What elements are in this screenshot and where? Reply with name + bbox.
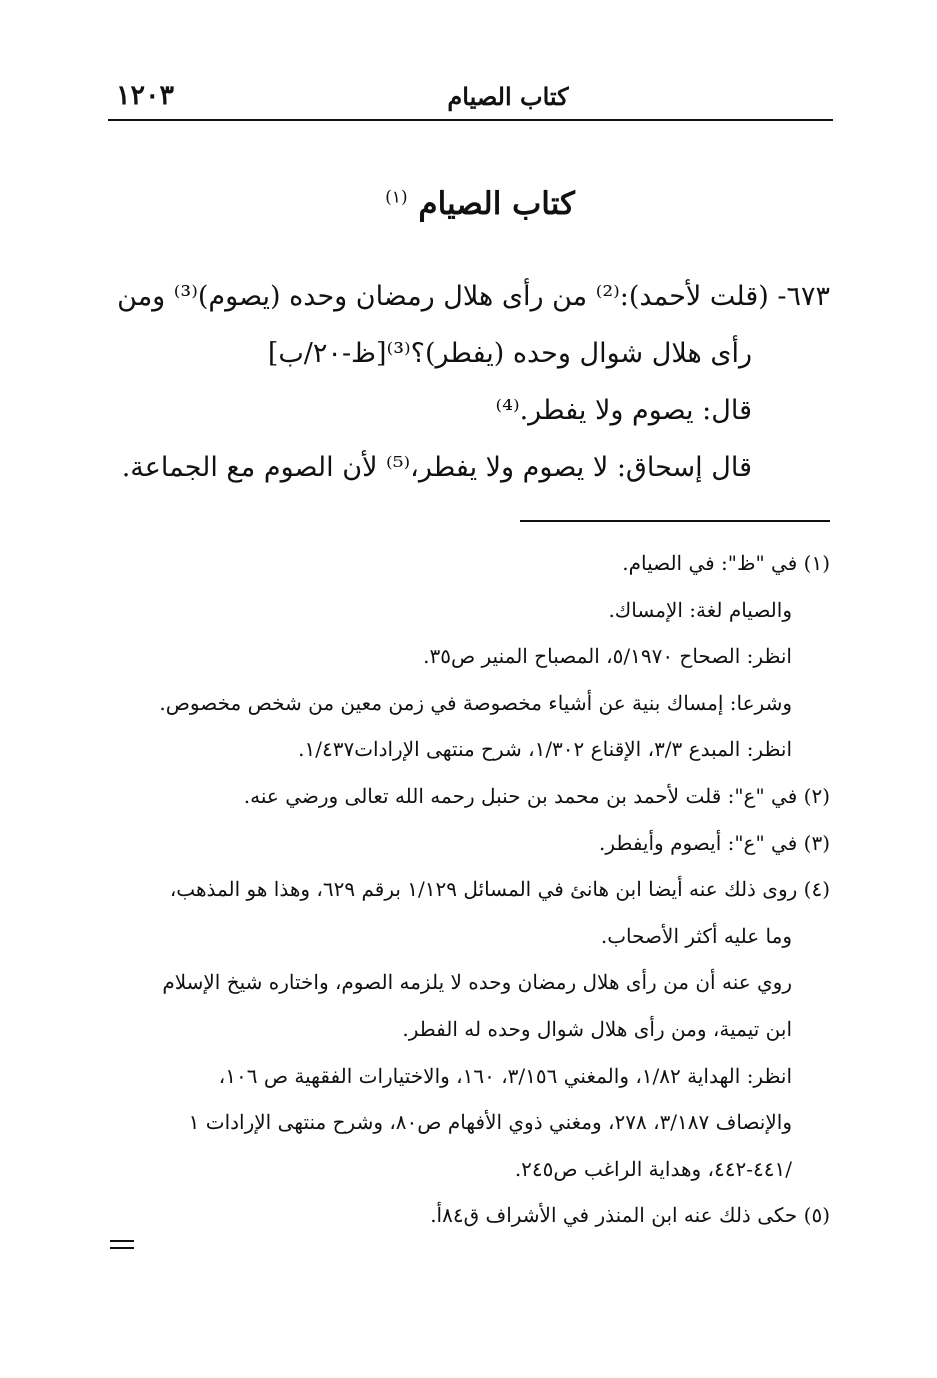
page-number: ١٢٠٣: [116, 80, 175, 111]
footnote-line: (٤) روى ذلك عنه أيضا ابن هانئ في المسائل ١/١٢٩ برقم ٦٢٩، وهذا هو المذهب،: [169, 877, 830, 902]
main-line-4: قال إسحاق: لا يصوم ولا يفطر،⁽⁵⁾ لأن الصوم مع الجماعة.: [121, 452, 752, 483]
continuation-mark: [110, 1240, 134, 1250]
footnote-line: (١) في "ظ": في الصيام.: [622, 551, 830, 575]
footnote-line: (٣) في "ع": أيصوم وأيفطر.: [599, 830, 830, 855]
footnote-line: وما عليه أكثر الأصحاب.: [600, 923, 792, 948]
footnote-line: روي عنه أن من رأى هلال رمضان وحده لا يلزمه الصوم، واختاره شيخ الإسلام: [162, 970, 792, 995]
header-rule: [108, 119, 833, 121]
page-header: [108, 70, 833, 118]
footnote-line: انظر: المبدع ٣/٣، الإقناع ١/٣٠٢، شرح منتهى الإرادات١/٤٣٧.: [298, 737, 792, 762]
footnote-line: ابن تيمية، ومن رأى هلال شوال وحده له الفطر.: [402, 1016, 792, 1041]
running-title: كتاب الصيام: [447, 82, 569, 111]
chapter-title: [270, 186, 690, 222]
footnotes: [108, 540, 830, 1239]
footnote-line: والصيام لغة: الإمساك.: [608, 597, 792, 622]
footnote-line: والإنصاف ٣/١٨٧، ٢٧٨، ومغني ذوي الأفهام ص٨٠، وشرح منتهى الإرادات ١: [188, 1110, 792, 1135]
chapter-note-ref: (١): [385, 187, 408, 208]
main-line-1: ٦٧٣- (قلت لأحمد):⁽²⁾ من رأى هلال رمضان وحده (يصوم)⁽³⁾ ومن: [117, 281, 830, 312]
main-line-2: رأى هلال شوال وحده (يفطر)؟⁽³⁾[ظ-٢٠/ب]: [267, 338, 752, 369]
footnote-line: وشرعا: إمساك بنية عن أشياء مخصوصة في زمن معين من شخص مخصوص.: [159, 690, 792, 715]
footnote-line: (٢) في "ع": قلت لأحمد بن محمد بن حنبل رحمه الله تعالى ورضي عنه.: [243, 783, 830, 808]
footnote-line: (٥) حكى ذلك عنه ابن المنذر في الأشراف ق٨٤أ.: [430, 1203, 830, 1228]
footnote-line: انظر: الهداية ١/٨٢، والمغني ٣/١٥٦، ١٦٠، والاختيارات الفقهية ص ١٠٦،: [218, 1063, 792, 1088]
chapter-title-text: كتاب الصيام: [418, 186, 575, 222]
main-text: [108, 268, 830, 496]
footnote-line: انظر: الصحاح ٥/١٩٧٠، المصباح المنير ص٣٥.: [423, 644, 792, 669]
footnote-line: /٤٤١-٤٤٢، وهداية الراغب ص٢٤٥.: [514, 1156, 792, 1181]
main-line-3: قال: يصوم ولا يفطر.⁽⁴⁾: [495, 395, 752, 426]
footnote-separator: [520, 520, 830, 522]
